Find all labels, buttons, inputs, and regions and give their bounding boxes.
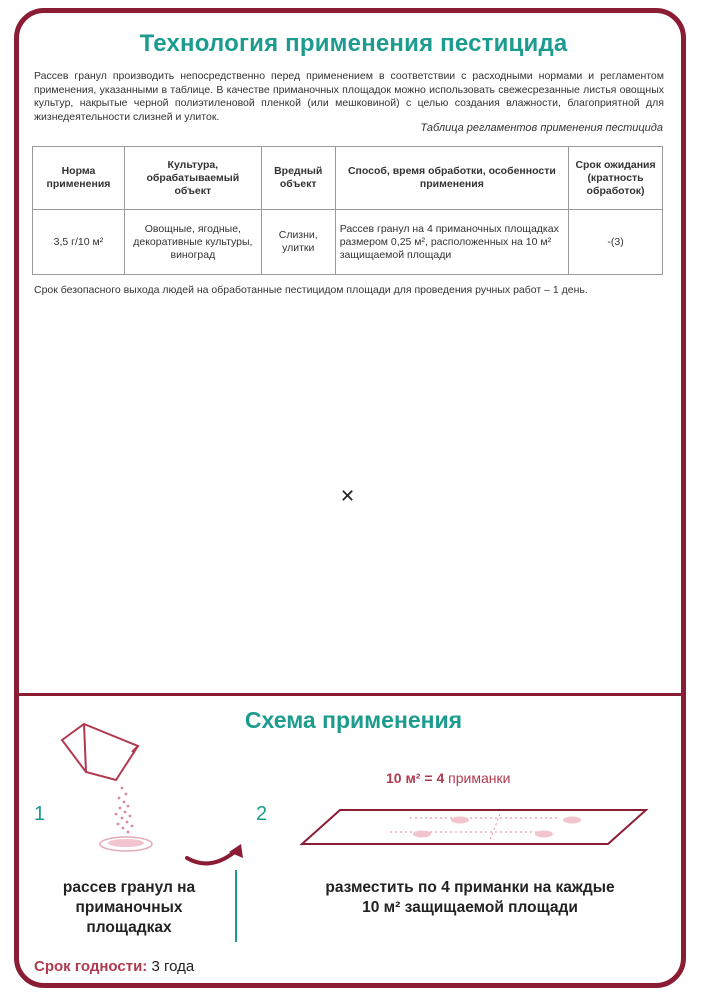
step-2-text: разместить по 4 приманки на каждые 10 м² защищаемой площади <box>325 879 615 916</box>
table-row <box>33 210 663 275</box>
table-header-cell: Вредный объект <box>261 147 335 210</box>
bait-plot-icon <box>300 808 650 848</box>
section-divider <box>18 693 681 696</box>
curved-arrow-icon <box>183 838 247 868</box>
formula-count: 4 <box>436 770 445 786</box>
page-title: Технология применения пестицида <box>139 30 568 57</box>
granule-package-icon <box>56 722 176 862</box>
step-1-number: 1 <box>34 803 46 825</box>
table-header-cell: Культура, обрабатываемый объект <box>124 147 261 210</box>
step-2-number: 2 <box>256 803 268 825</box>
table-header-cell: Срок ожидания (кратность обработок) <box>569 147 663 210</box>
safety-note: Срок безопасного выхода людей на обработанные пестицидом площади для проведения ручных работ – 1 день. <box>34 284 588 296</box>
table-cell-rate: 3,5 г/10 м² <box>33 210 125 275</box>
table-cell-waiting: -(3) <box>569 210 663 275</box>
formula-unit: приманки <box>448 770 511 786</box>
regulation-table <box>32 146 663 275</box>
bait-formula <box>386 770 510 786</box>
step-1-text: рассев гранул на приманочных площадках <box>62 879 196 936</box>
shelf-life-label: Срок годности: <box>34 958 148 975</box>
step-divider-line <box>235 870 237 942</box>
shelf-life-value: 3 года <box>151 958 195 975</box>
table-caption: Таблица регламентов применения пестицида <box>420 122 663 134</box>
shelf-life <box>34 958 194 975</box>
close-icon[interactable]: ✕ <box>340 486 356 506</box>
scheme-title: Схема применения <box>244 707 463 733</box>
formula-equals: = <box>424 770 433 786</box>
table-cell-method: Рассев гранул на 4 приманочных площадках размером 0,25 м², расположенных на 10 м² защищаемой площади <box>335 210 568 275</box>
formula-area: 10 м² <box>386 770 421 786</box>
intro-paragraph: Рассев гранул производить непосредственно перед применением в соответствии с расходными нормами и регламентом применения, указанными в таблице. В качестве приманочных площадок можно использовать свежесрезанные листья овощных культур, накрытые черной полиэтиленовой пленкой (или мешковиной) с целью создания влажности, благоприятной для жизнедеятельности слизней и улиток. <box>34 70 664 123</box>
table-cell-crop: Овощные, ягодные, декоративные культуры, виноград <box>124 210 261 275</box>
table-cell-pest: Слизни, улитки <box>261 210 335 275</box>
table-header-row <box>33 147 663 210</box>
table-header-cell: Норма применения <box>33 147 125 210</box>
table-header-cell: Способ, время обработки, особенности применения <box>335 147 568 210</box>
